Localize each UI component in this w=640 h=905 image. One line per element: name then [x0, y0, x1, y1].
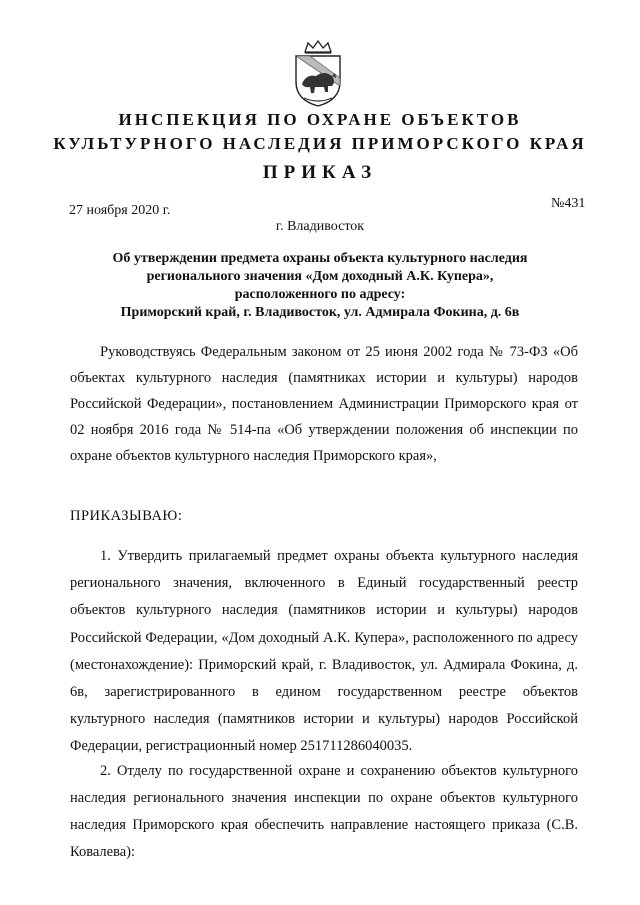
order-directive-word: ПРИКАЗЫВАЮ: — [70, 508, 183, 524]
organization-name-line1: ИНСПЕКЦИЯ ПО ОХРАНЕ ОБЪЕКТОВ — [118, 110, 522, 129]
order-item-1: 1. Утвердить прилагаемый предмет охраны объекта культурного наследия регионального значения, включенного в Единый государственный реестр объектов культурного наследия (памятников истории и культуры) народов Российской Федерации, «Дом доходный А.К. Купера», расположенного по адресу (местонахождение): Приморский край, г. Владивосток, ул. Адмирала Фокина, д. 6в, зарегистрированного в едином государственном реестре объектов культурного наследия (памятников истории и культуры) народов Российской Федерации, регистрационный номер 251711286040035. — [70, 548, 578, 755]
title-line-2: регионального значения «Дом доходный А.К. Купера», — [146, 269, 494, 284]
document-date: 27 ноября 2020 г. — [69, 203, 171, 218]
document-number: №431 — [551, 196, 586, 211]
title-line-4: Приморский край, г. Владивосток, ул. Адмирала Фокина, д. 6в — [120, 305, 520, 320]
preamble-paragraph: Руководствуясь Федеральным законом от 25 июня 2002 года № 73-ФЗ «Об объектах культурного наследия (памятниках истории и культуры) народов Российской Федерации», постановлением Администрации Приморского края от 02 ноября 2016 года № 514-па «Об утверждении положения об инспекции по охране объектов культурного наследия Приморского края», — [70, 344, 578, 464]
title-line-1: Об утверждении предмета охраны объекта культурного наследия — [112, 251, 528, 266]
primorsky-krai-coat-of-arms-icon — [288, 40, 348, 108]
order-item-2: 2. Отделу по государственной охране и сохранению объектов культурного наследия регионального значения инспекции по охране объектов культурного наследия Приморского края обеспечить направление настоящего приказа (С.В. Ковалева): — [70, 763, 578, 860]
document-title — [70, 250, 570, 322]
document-type-heading: ПРИКАЗ — [262, 162, 378, 183]
document-city: г. Владивосток — [275, 219, 365, 234]
organization-name-line2: КУЛЬТУРНОГО НАСЛЕДИЯ ПРИМОРСКОГО КРАЯ — [53, 134, 587, 153]
title-line-3: расположенного по адресу: — [234, 287, 406, 302]
